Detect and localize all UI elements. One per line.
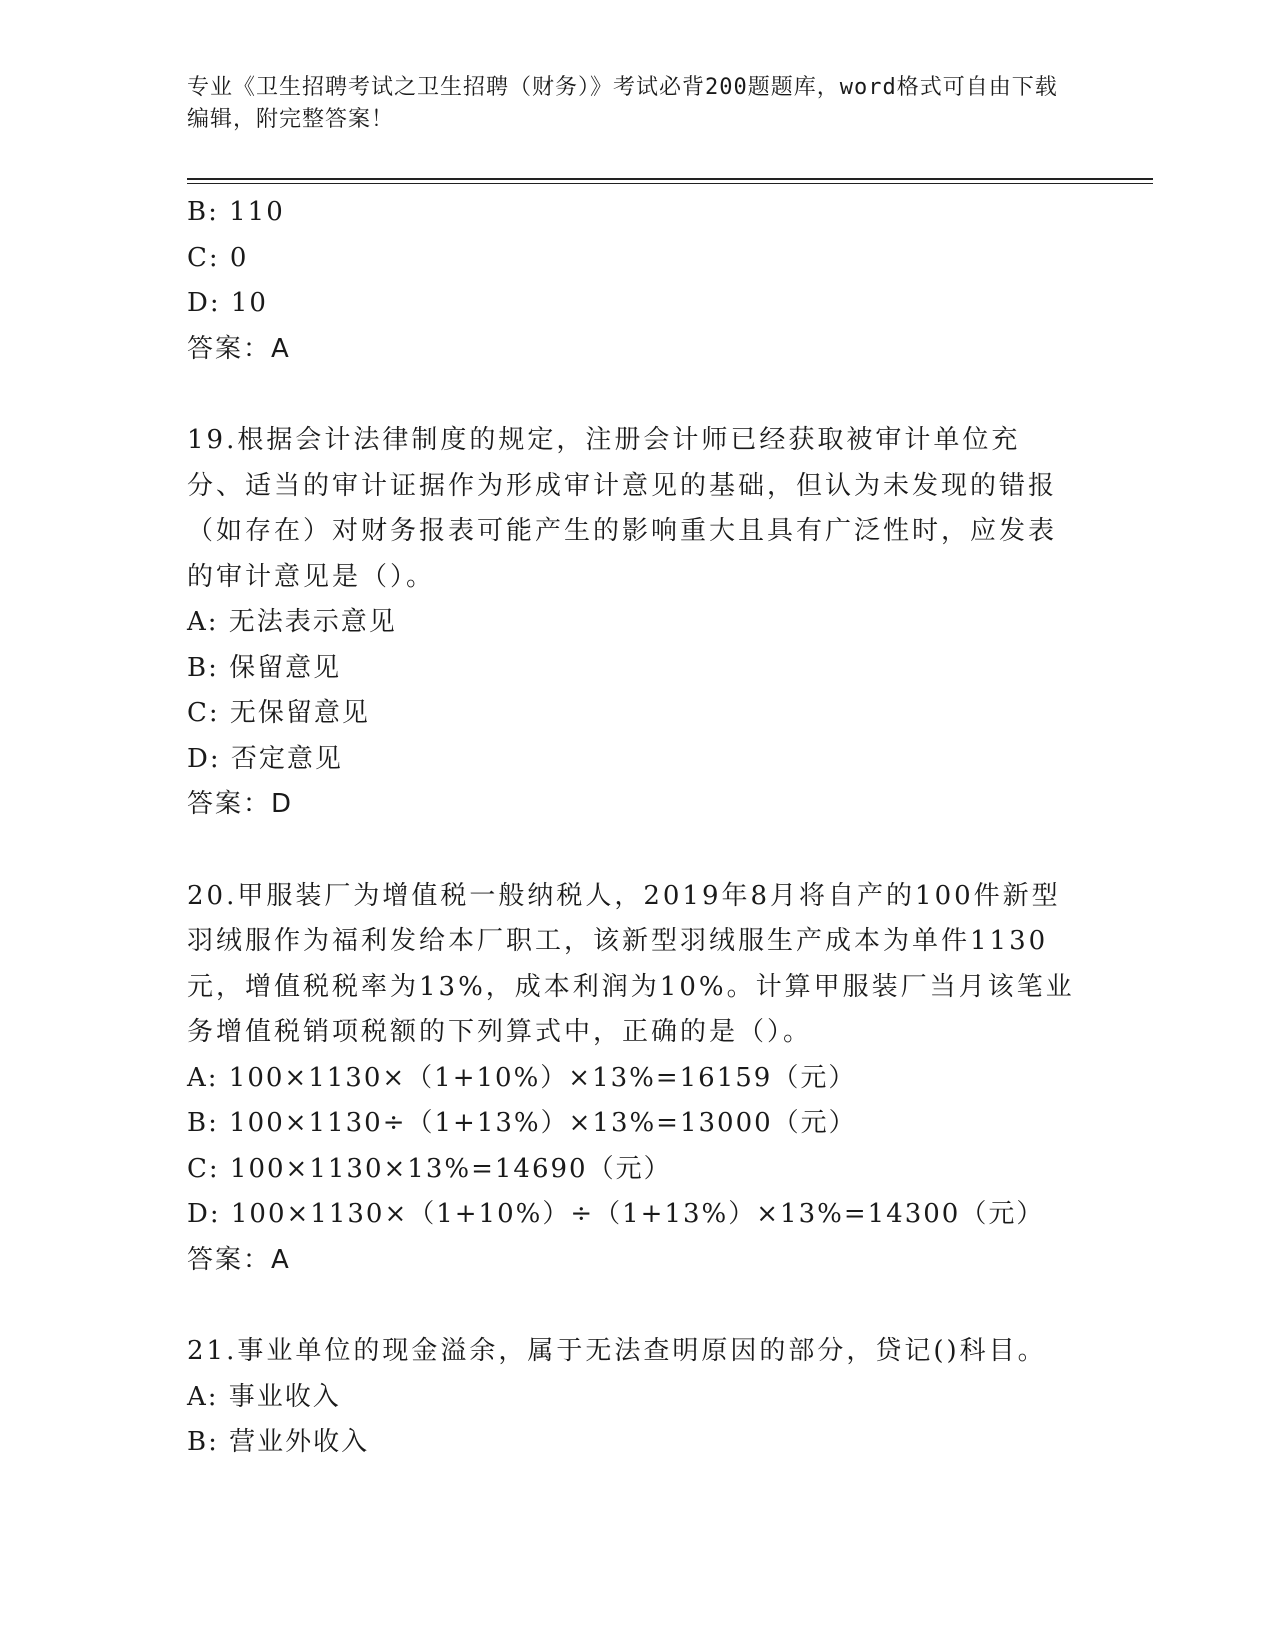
option-d: D: 100×1130×（1+10%）÷（1+13%）×13%=14300（元） [187,1199,1045,1229]
question-20 [187,874,1077,1284]
answer-line: 答案：A [187,333,291,364]
question-18-tail [187,190,1077,372]
answer-line: 答案：A [187,1244,291,1275]
option-a: A: 无法表示意见 [187,607,397,637]
answer-line: 答案：D [187,789,294,819]
option-b: B: 110 [187,197,285,227]
option-d: D: 否定意见 [187,743,343,774]
header-divider-thick [187,178,1153,180]
option-d: D: 10 [187,288,268,318]
option-b: B: 营业外收入 [187,1427,370,1457]
question-21 [187,1329,1077,1466]
question-19 [187,418,1077,828]
document-body [187,190,1077,1466]
question-stem: 20.甲服装厂为增值税一般纳税人，2019年8月将自产的100件新型羽绒服作为福利发给本厂职工，该新型羽绒服生产成本为单件1130元，增值税税率为13%，成本利润为10%。计算甲服装厂当月该笔业务增值税销项税额的下列算式中，正确的是（）。 [187,880,1075,1047]
document-header: 专业《卫生招聘考试之卫生招聘（财务）》考试必背200题题库，word格式可自由下载编辑，附完整答案！ [187,75,1058,132]
option-b: B: 保留意见 [187,652,342,683]
option-c: C: 100×1130×13%=14690（元） [187,1153,672,1184]
question-stem: 19.根据会计法律制度的规定，注册会计师已经获取被审计单位充分、适当的审计证据作为形成审计意见的基础，但认为未发现的错报（如存在）对财务报表可能产生的影响重大且具有广泛性时，应发表的审计意见是（）。 [187,425,1058,592]
option-c: C: 无保留意见 [187,698,370,728]
header-divider-thin [187,183,1153,184]
question-stem: 21.事业单位的现金溢余，属于无法查明原因的部分，贷记()科目。 [187,1336,1047,1366]
option-b: B: 100×1130÷（1+13%）×13%=13000（元） [187,1108,857,1138]
option-c: C: 0 [187,242,249,273]
option-a: A: 100×1130×（1+10%）×13%=16159（元） [187,1062,857,1093]
option-a: A: 事业收入 [187,1381,341,1412]
